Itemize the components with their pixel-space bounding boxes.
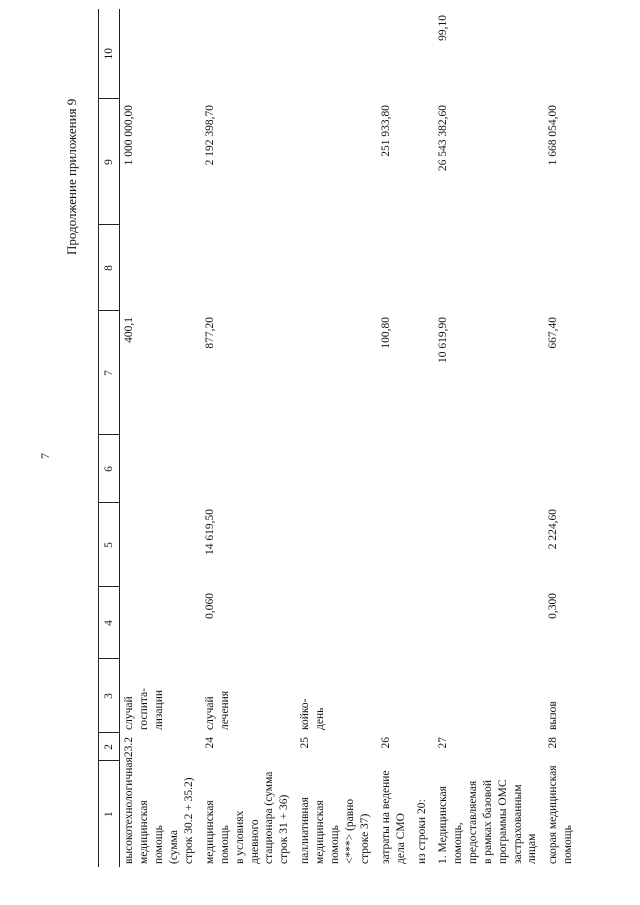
table-cell-col-2: 23.2: [123, 737, 135, 758]
table-cell-col-6: [120, 435, 201, 503]
table-cell-col-2: 27: [436, 737, 449, 749]
table-cell-col-4: 0,060: [203, 593, 216, 619]
table-cell-col-10: [413, 9, 434, 99]
table-cell-col-3: вызов: [547, 701, 560, 730]
data-table: [98, 9, 580, 867]
table-row: [296, 9, 377, 867]
column-header: 6: [99, 435, 120, 503]
table-cell-col-10: [120, 9, 201, 99]
table-cell-col-3: [413, 659, 434, 733]
table-cell-col-3: [434, 659, 545, 733]
table-cell-col-7: 10 619,90: [436, 317, 449, 363]
table-cell-col-9: [413, 99, 434, 225]
table-cell-col-1: 1. Медицинская помощь, предоставляемая в рамках базовой программы ОМС застрахованным лицам: [436, 779, 539, 864]
table-cell-col-7: [413, 311, 434, 435]
table-cell-col-4: 0,300: [547, 593, 560, 619]
table-cell-col-5: [413, 503, 434, 587]
column-header: 3: [99, 659, 120, 733]
table-cell-col-2: 28: [547, 737, 560, 749]
table-cell-col-1: затраты на ведение дела СМО: [380, 770, 407, 864]
table-row: [120, 9, 201, 867]
table-cell-col-1: скорая медицинская помощь: [547, 765, 575, 864]
table-row: [544, 9, 580, 867]
column-header: 8: [99, 225, 120, 311]
table-cell-col-3: [377, 659, 413, 733]
table-cell-col-4: [120, 587, 201, 659]
table-cell-col-6: [377, 435, 413, 503]
column-header: 4: [99, 587, 120, 659]
table-cell-col-7: 400,1: [123, 317, 135, 343]
table-cell-col-5: [434, 503, 545, 587]
column-header: 1: [99, 761, 120, 867]
column-header: 9: [99, 99, 120, 225]
table-cell-col-9: 1 668 054,00: [547, 105, 560, 166]
table-cell-col-7: 877,20: [203, 317, 216, 349]
column-header: 7: [99, 311, 120, 435]
table-row: [413, 9, 434, 867]
table-cell-col-6: [201, 435, 297, 503]
table-cell-col-5: 2 224,60: [547, 509, 560, 550]
table-row: [434, 9, 545, 867]
table-cell-col-7: [296, 311, 377, 435]
table-cell-col-6: [413, 435, 434, 503]
table-cell-col-3: случай госпита- лизации: [123, 688, 165, 730]
table-cell-col-9: 2 192 398,70: [203, 105, 216, 166]
table-cell-col-2: [413, 733, 434, 761]
table-cell-col-6: [434, 435, 545, 503]
table-cell-col-1: высокотехнологичная медицинская помощь (сумма строк 30.2 + 35.2): [123, 757, 195, 864]
table-cell-col-8: [120, 225, 201, 311]
table-cell-col-8: [413, 225, 434, 311]
table-cell-col-8: [201, 225, 297, 311]
table-cell-col-5: [296, 503, 377, 587]
table-cell-col-5: [377, 503, 413, 587]
table-cell-col-8: [377, 225, 413, 311]
table-cell-col-10: [544, 9, 580, 99]
table-cell-col-10: 99,10: [436, 15, 449, 41]
table-cell-col-4: [377, 587, 413, 659]
table-cell-col-6: [544, 435, 580, 503]
table-cell-col-2: 25: [299, 737, 312, 749]
table-cell-col-9: [296, 99, 377, 225]
table-cell-col-6: [296, 435, 377, 503]
column-header: 10: [99, 9, 120, 99]
table-cell-col-7: 667,40: [547, 317, 560, 349]
table-cell-col-10: [201, 9, 297, 99]
table-cell-col-1: паллиативная медицинская помощь <***> (равно строке 37): [299, 797, 372, 864]
table-cell-col-2: 24: [203, 737, 216, 749]
table-cell-col-9: 1 000 000,00: [123, 105, 135, 166]
table-cell-col-10: [377, 9, 413, 99]
table-cell-col-3: случай лечения: [203, 690, 231, 730]
table-cell-col-5: [120, 503, 201, 587]
column-header: 5: [99, 503, 120, 587]
page-number: 7: [38, 453, 52, 459]
table-cell-col-2: 26: [380, 737, 392, 749]
table-cell-col-1: медицинская помощь в условиях дневного стационара (сумма строк 31 + 36): [203, 771, 291, 864]
table-cell-col-3: койко- день: [299, 698, 327, 730]
table-cell-col-1: из строки 20:: [415, 799, 428, 864]
table-cell-col-8: [296, 225, 377, 311]
table-row: [201, 9, 297, 867]
table-cell-col-7: 100,80: [380, 317, 392, 349]
table-cell-col-8: [434, 225, 545, 311]
table-cell-col-9: 251 933,80: [380, 105, 392, 157]
table-cell-col-4: [296, 587, 377, 659]
appendix-caption: Продолжение приложения 9: [64, 98, 79, 255]
table-cell-col-9: 26 543 382,60: [436, 105, 449, 172]
table-cell-col-5: 14 619,50: [203, 509, 216, 555]
column-header: 2: [99, 733, 120, 761]
table-cell-col-8: [544, 225, 580, 311]
table-cell-col-4: [413, 587, 434, 659]
table-header-row: [99, 9, 120, 867]
table-cell-col-4: [434, 587, 545, 659]
table-row: [377, 9, 413, 867]
table-cell-col-10: [296, 9, 377, 99]
